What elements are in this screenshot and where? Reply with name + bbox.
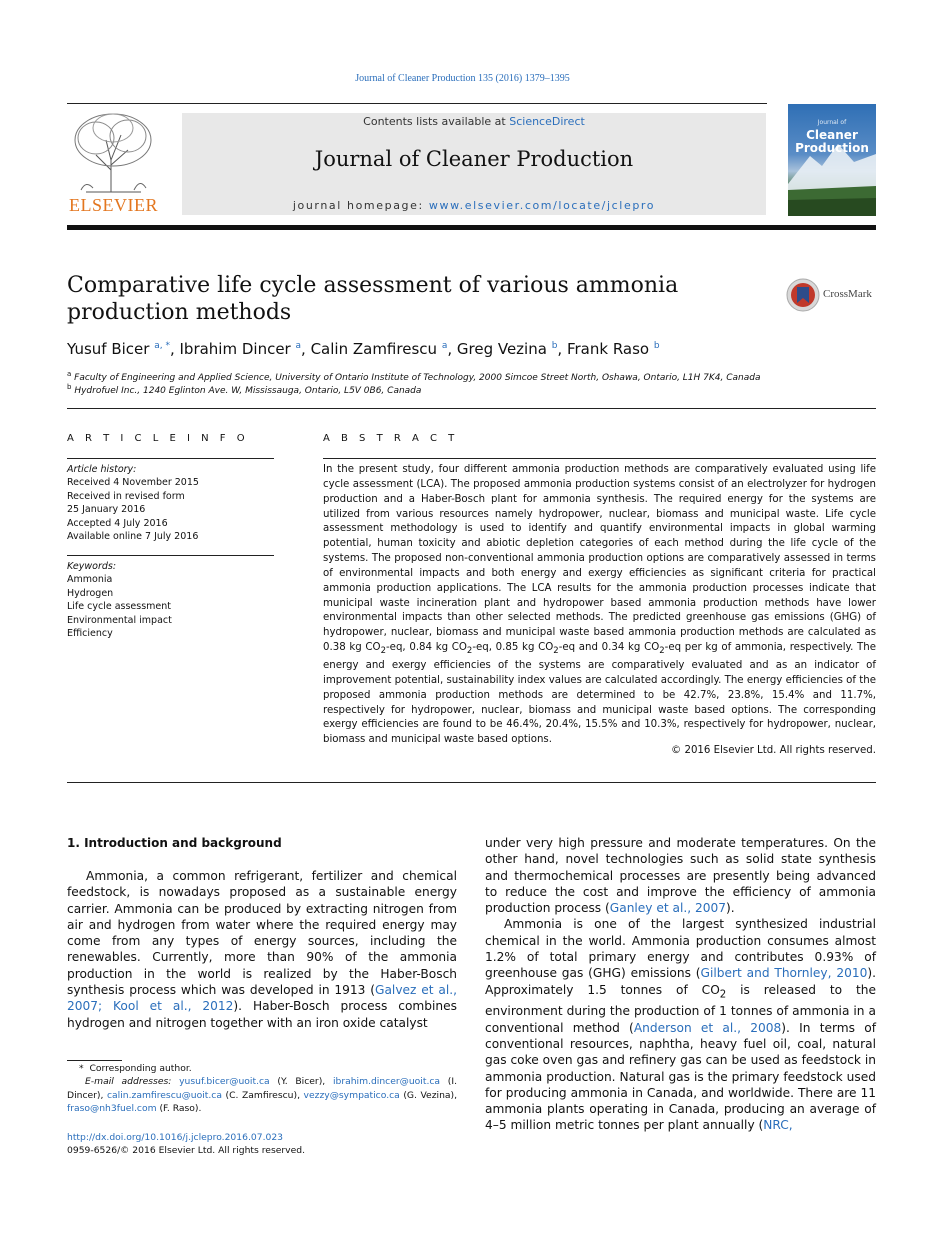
crossmark-label: CrossMark: [823, 288, 872, 300]
abstract-part: -eq per kg of ammonia, respectively. The energy and exergy efficiencies of the systems are comparatively evaluated and as an indicator of improvement potential, sustainability index values are calculated accordingly. The energy efficiencies of the proposed ammonia production methods are determined to be 42.7%, 23.8%, 15.4% and 11.7%, respectively for hydropower, nuclear, biomass and municipal waste based options. The corresponding exergy efficiencies are found to be 46.4%, 20.4%, 15.5% and 10.3%, respectively for hydropower, nuclear, biomass and municipal waste based options.: [323, 642, 876, 746]
email-link[interactable]: fraso@nh3fuel.com: [67, 1103, 157, 1115]
footnote: [67, 1062, 457, 1116]
subscript: 2: [380, 646, 386, 657]
email-owner: (F. Raso).: [159, 1103, 202, 1115]
footnote-rule: [67, 1060, 122, 1061]
article-info-rule: [67, 458, 274, 459]
body-text: ).: [726, 901, 735, 916]
crossmark-icon: [786, 278, 820, 312]
subscript: 2: [466, 646, 473, 657]
email-list: [67, 1075, 457, 1115]
reference-link[interactable]: Anderson et al., 2008: [633, 1020, 782, 1035]
cover-line2: Production: [795, 141, 869, 155]
homepage-link[interactable]: www.elsevier.com/locate/jclepro: [428, 199, 656, 212]
reference-link[interactable]: Gilbert and Thornley, 2010: [700, 966, 868, 981]
email-owner: (G. Vezina),: [403, 1089, 458, 1101]
doi-link[interactable]: http://dx.doi.org/10.1016/j.jclepro.2016.07.023: [67, 1132, 284, 1143]
body-text: ). Haber-Bosch process combines hydrogen and nitrogen together with an iron oxide catalyst: [67, 999, 457, 1030]
subscript: 2: [553, 646, 559, 657]
abstract-heading: A B S T R A C T: [323, 433, 459, 444]
history-item: Available online 7 July 2016: [67, 531, 199, 543]
abstract-text: [323, 463, 876, 748]
author-list: Yusuf Bicer $^{a, *}$, Ibrahim Dincer $^a$, Calin Zamfirescu $^a$, Greg Vezina $^b$, Frank Raso $^b$: [67, 340, 660, 358]
history-item: Received 4 November 2015: [67, 477, 199, 489]
reference-link[interactable]: Ganley et al., 2007: [609, 901, 727, 916]
keyword: Ammonia: [67, 574, 113, 586]
affiliation-mark: b: [67, 383, 72, 391]
keywords-label: Keywords:: [67, 561, 117, 572]
corresponding-label: Corresponding author.: [89, 1063, 192, 1074]
abstract-part: In the present study, four different ammonia production methods are comparatively evaluated using life cycle assessment (LCA). The proposed ammonia production systems consist of an electrolyzer for hydrogen production and a Haber-Bosch plant for ammonia synthesis. The required energy for the systems are utilized from various resources namely hydropower, nuclear, biomass and municipal waste. Life cycle assessment methodology is used to identify and quantify environmental impacts in global warming potential, human toxicity and abiotic depletion categories of each method during the life cycle of the systems. The proposed non-conventional ammonia production options are comparatively assessed in terms of environmental impacts and both energy and exergy efficiencies as significant criteria for practical ammonia production applications. The LCA results for the ammonia production processes indicate that municipal waste incineration plant and hydropower based ammonia production methods have lower environmental impacts than other selected methods. The predicted greenhouse gas emissions (GHG) of hydropower, nuclear, biomass and municipal waste based ammonia production methods are calculated as 0.38 kg CO: [323, 464, 876, 654]
reference-link[interactable]: NRC,: [763, 1118, 793, 1133]
email-link[interactable]: ibrahim.dincer@uoit.ca: [332, 1076, 441, 1088]
history-label: Article history:: [67, 464, 137, 475]
abstract-rule: [323, 458, 876, 459]
history-item: 25 January 2016: [67, 504, 146, 516]
author-name[interactable]: Yusuf Bicer: [67, 340, 150, 358]
history-item: Accepted 4 July 2016: [67, 517, 168, 529]
email-label: E-mail addresses:: [85, 1076, 172, 1088]
email-link[interactable]: calin.zamfirescu@uoit.ca: [106, 1089, 222, 1101]
history-item: Received in revised form: [67, 490, 185, 502]
elsevier-wordmark: ELSEVIER: [69, 195, 158, 215]
abstract-part: -eq, 0.85 kg CO: [472, 642, 554, 654]
article-title: Comparative life cycle assessment of various ammonia production methods: [67, 273, 679, 325]
paragraph: [485, 916, 876, 1133]
author-affil-mark[interactable]: a: [441, 341, 448, 351]
author-affil-mark[interactable]: b: [653, 341, 660, 351]
journal-title: Journal of Cleaner Production: [314, 147, 634, 171]
top-rule: [67, 103, 767, 104]
author-name[interactable]: Ibrahim Dincer: [179, 340, 291, 358]
homepage-prefix: journal homepage:: [292, 199, 429, 212]
body-text: is released to the environment during the production of 1 tonnes of ammonia in a conventional method (: [485, 982, 876, 1035]
footnote-star: *: [79, 1063, 84, 1074]
body-text: under very high pressure and moderate temperatures. On the other hand, novel technologies such as solid state synthesis and thermochemical processes are presently being advanced to reduce the cost and improve the efficiency of ammonia production process (: [485, 836, 876, 916]
elsevier-tree-icon: [66, 110, 161, 194]
author-affil-mark[interactable]: a, *: [154, 341, 170, 351]
body-left-column: [67, 868, 457, 1031]
section-heading: 1. Introduction and background: [67, 836, 282, 850]
keyword: Efficiency: [67, 628, 113, 640]
corresponding-note: [67, 1062, 457, 1075]
section-rule: [67, 782, 876, 783]
issn-line: 0959-6526/© 2016 Elsevier Ltd. All rights reserved.: [67, 1145, 306, 1156]
section-rule: [67, 408, 876, 409]
paragraph: [485, 835, 876, 916]
sciencedirect-link[interactable]: ScienceDirect: [509, 115, 585, 128]
journal-cover-image[interactable]: [788, 104, 876, 216]
abstract-part: -eq, 0.84 kg CO: [386, 642, 467, 654]
journal-citation[interactable]: Journal of Cleaner Production 135 (2016) 1379–1395: [355, 73, 570, 84]
body-text: ). Approximately 1.5 tonnes of CO: [485, 966, 876, 997]
affiliation: [67, 383, 421, 396]
author-affil-mark[interactable]: a: [295, 341, 302, 351]
affiliation-mark: a: [67, 370, 72, 378]
article-history: [67, 463, 199, 543]
crossmark-badge[interactable]: [786, 278, 886, 312]
author-name[interactable]: Frank Raso: [566, 340, 650, 358]
author-name[interactable]: Greg Vezina: [456, 340, 547, 358]
cover-title: [788, 116, 876, 155]
journal-masthead: [182, 113, 766, 215]
article-info-heading: A R T I C L E I N F O: [67, 433, 249, 444]
email-link[interactable]: vezzy@sympatico.ca: [303, 1089, 400, 1101]
keyword: Environmental impact: [67, 614, 172, 626]
cover-small-text: Journal of: [817, 119, 847, 126]
keyword: Life cycle assessment: [67, 601, 172, 613]
body-right-column: [485, 835, 876, 1134]
subscript: 2: [719, 989, 727, 1001]
body-text: Ammonia, a common refrigerant, fertilizer and chemical feedstock, is nowadays proposed as a sustainable energy carrier. Ammonia can be produced by extracting nitrogen from air and hydrogen from water where the required energy may come from any types of energy sources, including the renewables. Currently, more than 90% of the ammonia production in the world is realized by the Haber-Bosch synthesis process which was developed in 1913 (: [67, 869, 457, 998]
author-name[interactable]: Calin Zamfirescu: [310, 340, 438, 358]
header-thick-rule: [67, 225, 876, 230]
author-affil-mark[interactable]: b: [551, 341, 558, 351]
subscript: 2: [659, 646, 665, 657]
keywords-list: [67, 560, 172, 640]
affiliation: [67, 370, 761, 383]
keyword: Hydrogen: [67, 587, 114, 599]
body-text: Ammonia is one of the largest synthesized industrial chemical in the world. Ammonia production consumes almost 1.2% of total primary energy and contributes 0.93% of greenhouse gas (GHG) emissions (: [485, 917, 876, 981]
affiliation-text: Faculty of Engineering and Applied Science, University of Ontario Institute of Technology, 2000 Simcoe Street North, Oshawa, Ontario, L1H 7K4, Canada: [74, 373, 761, 383]
keywords-rule: [67, 555, 274, 556]
email-owner: (C. Zamfirescu),: [225, 1089, 300, 1101]
body-text: ). In terms of conventional resources, naphtha, heavy fuel oil, coal, natural gas coke oven gas and refinery gas can be used as feedstock in ammonia production. Natural gas is the primary feedstock used for producing ammonia in Canada, and worldwide. There are 11 ammonia plants operating in Canada, producing an average of 4–5 million metric tonnes per plant annually (: [485, 1020, 876, 1133]
reference-link[interactable]: Galvez et al., 2007; Kool et al., 2012: [67, 983, 457, 1014]
elsevier-logo[interactable]: [66, 110, 161, 216]
paragraph: [67, 868, 457, 1031]
contents-line: [182, 115, 766, 128]
email-owner: (Y. Bicer),: [277, 1076, 326, 1088]
email-owner: (I. Dincer),: [67, 1076, 457, 1101]
abstract-copyright: © 2016 Elsevier Ltd. All rights reserved.: [671, 745, 876, 756]
contents-prefix: Contents lists available at: [363, 115, 510, 128]
homepage-line: [182, 199, 766, 212]
cover-line1: Cleaner: [806, 128, 858, 142]
affiliation-text: Hydrofuel Inc., 1240 Eglinton Ave. W, Mississauga, Ontario, L5V 0B6, Canada: [74, 386, 422, 396]
abstract-part: -eq and 0.34 kg CO: [558, 642, 660, 654]
email-link[interactable]: yusuf.bicer@uoit.ca: [179, 1076, 270, 1088]
